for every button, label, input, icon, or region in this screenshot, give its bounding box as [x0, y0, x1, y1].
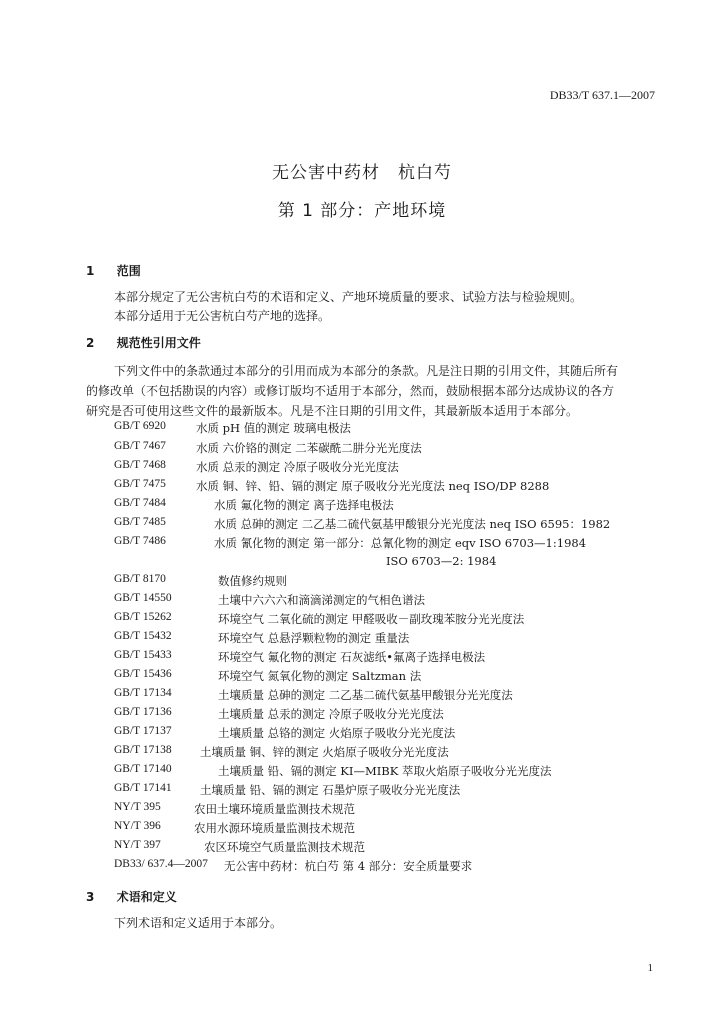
- reference-title: 无公害中药材：杭白芍 第 4 部分：安全质量要求: [224, 859, 473, 873]
- reference-code: NY/T 395: [114, 801, 161, 813]
- reference-code: NY/T 397: [114, 839, 161, 851]
- reference-title: 水质 氟化物的测定 离子选择电极法: [214, 498, 394, 512]
- section-number: 1: [86, 264, 95, 278]
- reference-code: DB33/ 637.4—2007: [114, 858, 208, 870]
- reference-code: GB/T 17136: [114, 706, 172, 718]
- reference-code: GB/T 7485: [114, 516, 166, 528]
- reference-title: 农田土壤环境质量监测技术规范: [194, 802, 355, 816]
- reference-code: GB/T 15262: [114, 611, 172, 623]
- section-number: 3: [86, 890, 95, 904]
- reference-title: 数值修约规则: [218, 574, 287, 588]
- section-2-intro-line: 下列文件中的条款通过本部分的引用而成为本部分的条款。凡是注日期的引用文件，其随后所有: [114, 364, 619, 378]
- reference-title: 水质 六价铬的测定 二苯碳酰二肼分光光度法: [196, 441, 422, 455]
- section-1-paragraph: 本部分规定了无公害杭白芍的术语和定义、产地环境质量的要求、试验方法与检验规则。: [114, 290, 583, 304]
- document-part-title: 第 1 部分：产地环境: [277, 201, 447, 221]
- reference-code: GB/T 17137: [114, 725, 172, 737]
- reference-code: GB/T 8170: [114, 573, 166, 585]
- section-title: 范围: [116, 264, 141, 278]
- reference-code: GB/T 7468: [114, 459, 166, 471]
- reference-title: 土壤质量 总汞的测定 冷原子吸收分光光度法: [218, 707, 444, 721]
- reference-title: 水质 总砷的测定 二乙基二硫代氨基甲酸银分光光度法 neq ISO 6595：1982: [214, 517, 611, 531]
- reference-title: 土壤质量 总铬的测定 火焰原子吸收分光光度法: [218, 726, 456, 740]
- reference-title: 水质 铜、锌、铅、镉的测定 原子吸收分光光度法 neq ISO/DP 8288: [196, 479, 550, 493]
- reference-code: NY/T 396: [114, 820, 161, 832]
- section-title: 术语和定义: [116, 890, 177, 904]
- reference-code: GB/T 15432: [114, 630, 172, 642]
- reference-code: GB/T 17141: [114, 782, 172, 794]
- document-title: 无公害中药材 杭白芍: [272, 163, 452, 183]
- reference-title: 环境空气 二氧化硫的测定 甲醛吸收－副玫瑰苯胺分光光度法: [218, 612, 525, 626]
- reference-title: 土壤中六六六和滴滴涕测定的气相色谱法: [218, 593, 425, 607]
- page-number: 1: [647, 962, 653, 974]
- reference-code: GB/T 17134: [114, 687, 172, 699]
- reference-code: GB/T 17140: [114, 763, 172, 775]
- reference-code: GB/T 17138: [114, 744, 172, 756]
- reference-code: GB/T 6920: [114, 420, 166, 432]
- reference-code: GB/T 14550: [114, 592, 172, 604]
- section-1-paragraph: 本部分适用于无公害杭白芍产地的选择。: [114, 309, 331, 323]
- section-2-intro-line: 研究是否可使用这些文件的最新版本。凡是不注日期的引用文件，其最新版本适用于本部分。: [86, 404, 579, 418]
- section-3-heading: [86, 888, 177, 905]
- reference-code: GB/T 7467: [114, 440, 166, 452]
- reference-title: 土壤质量 铅、镉的测定 石墨炉原子吸收分光光度法: [200, 783, 461, 797]
- reference-title: 环境空气 氮氧化物的测定 Saltzman 法: [218, 669, 422, 683]
- reference-title: 土壤质量 铅、镉的测定 KI—MIBK 萃取火焰原子吸收分光光度法: [218, 764, 552, 778]
- reference-code: GB/T 15433: [114, 649, 172, 661]
- standard-code: DB33/T 637.1—2007: [549, 88, 655, 102]
- section-1-heading: [86, 262, 141, 279]
- reference-title: ISO 6703—2: 1984: [386, 554, 497, 568]
- reference-title: 水质 氰化物的测定 第一部分：总氰化物的测定 eqv ISO 6703—1:1984: [214, 536, 587, 550]
- reference-title: 环境空气 氟化物的测定 石灰滤纸•氟离子选择电极法: [218, 650, 486, 664]
- reference-title: 农用水源环境质量监测技术规范: [194, 821, 355, 835]
- section-title: 规范性引用文件: [116, 336, 201, 350]
- reference-code: GB/T 7475: [114, 478, 166, 490]
- reference-title: 环境空气 总悬浮颗粒物的测定 重量法: [218, 631, 410, 645]
- section-number: 2: [86, 336, 95, 350]
- reference-title: 土壤质量 总砷的测定 二乙基二硫代氨基甲酸银分光光度法: [218, 688, 513, 702]
- section-2-heading: [86, 334, 201, 351]
- section-3-paragraph: 下列术语和定义适用于本部分。: [114, 916, 283, 930]
- reference-title: 水质 总汞的测定 冷原子吸收分光光度法: [196, 460, 399, 474]
- section-2-intro-line: 的修改单（不包括勘误的内容）或修订版均不适用于本部分，然而，鼓励根据本部分达成协议的各方: [86, 384, 615, 398]
- reference-code: GB/T 7484: [114, 497, 166, 509]
- reference-title: 水质 pH 值的测定 玻璃电极法: [196, 421, 351, 435]
- reference-title: 土壤质量 铜、锌的测定 火焰原子吸收分光光度法: [200, 745, 449, 759]
- reference-title: 农区环境空气质量监测技术规范: [204, 840, 365, 854]
- reference-code: GB/T 7486: [114, 535, 166, 547]
- reference-code: GB/T 15436: [114, 668, 172, 680]
